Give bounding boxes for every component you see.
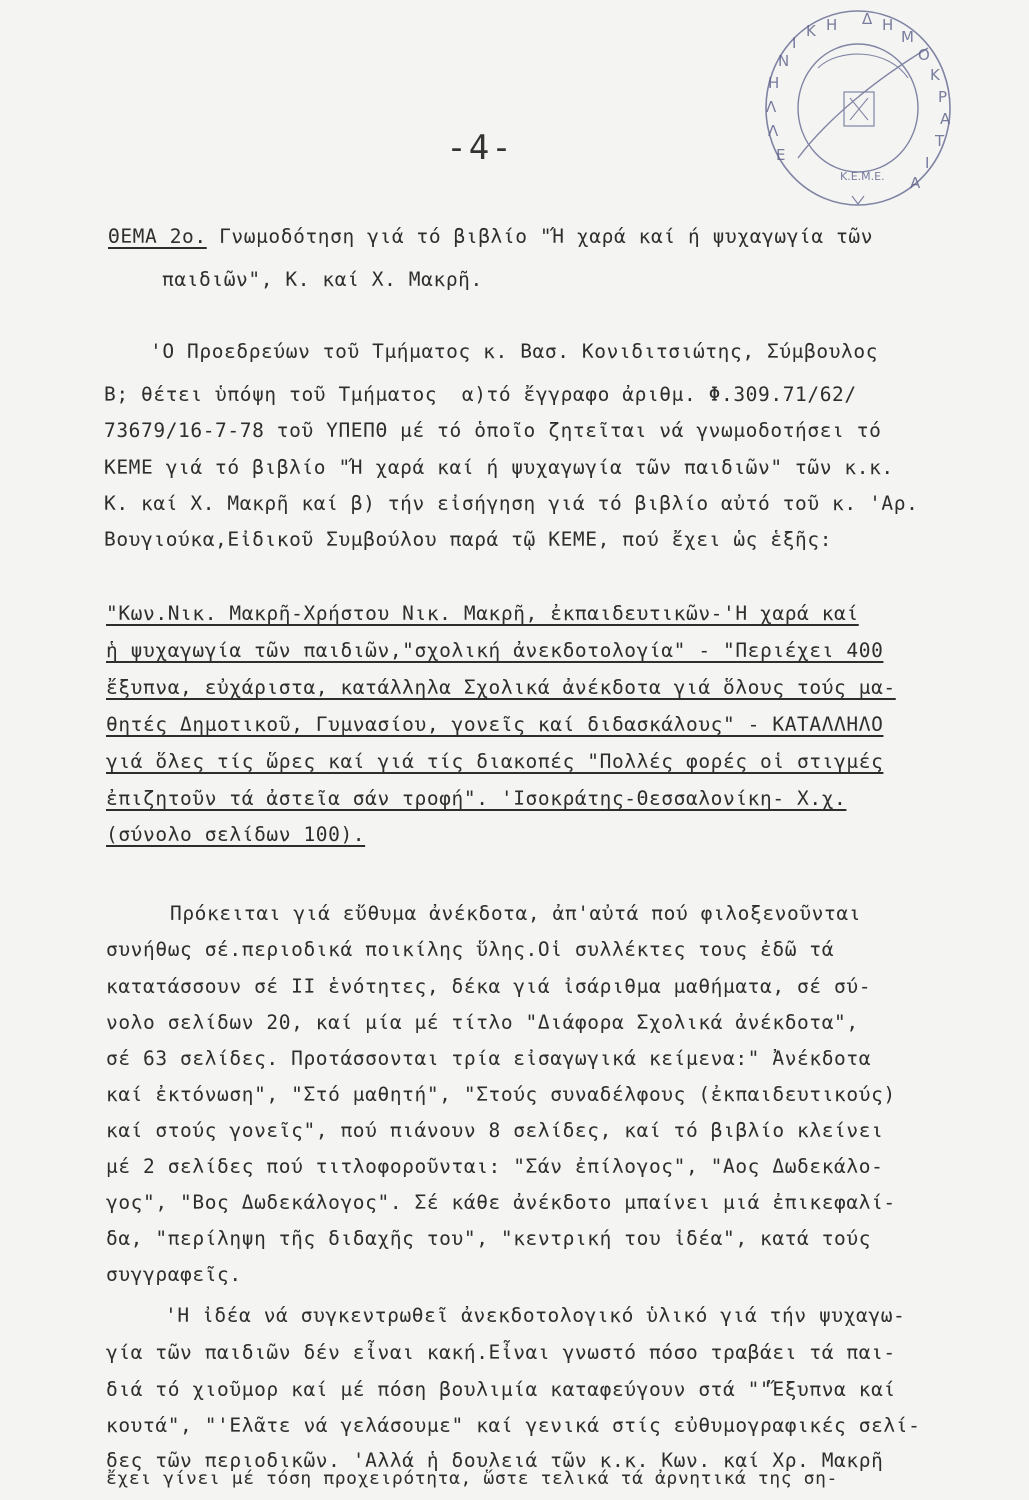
svg-text:Ο: Ο xyxy=(918,46,930,64)
quote-line: γιά ὅλες τίς ὥρες καί γιά τίς διακοπές "Πολλές φορές οἱ στιγμές xyxy=(106,750,884,773)
svg-text:Κ: Κ xyxy=(930,66,940,84)
heading-line-1 xyxy=(108,227,873,247)
paragraph-1-line: Βουγιούκα,Εἰδικοῦ Συμβούλου παρά τῷ ΚΕΜΕ, πού ἔχει ὡς ἑξῆς: xyxy=(104,528,833,551)
paragraph-2-line: συνήθως σέ.περιοδικά ποικίλης ὕλης.Οἱ συλλέκτες τους ἐδῶ τά xyxy=(106,938,835,961)
quote-line: ἐπιζητοῦν τά ἀστεῖα σάν τροφή". 'Ισοκράτης-Θεσσαλονίκη- Χ.χ. xyxy=(106,787,847,810)
page-number: -4- xyxy=(446,128,514,168)
quote-line: (σύνολο σελίδων 100). xyxy=(106,823,366,846)
paragraph-2-line: μέ 2 σελίδες πού τιτλοφοροῦνται: "Σάν ἐπίλογος", "Αος Δωδεκάλο- xyxy=(106,1155,884,1178)
paragraph-2-line: νολο σελίδων 20, καί μία μέ τίτλο "Διάφορα Σχολικά ἀνέκδοτα", xyxy=(106,1011,859,1034)
paragraph-3-line: ἔχει γίνει μέ τόση προχειρότητα, ὥστε τελικά τά ἀρνητικά της ση- xyxy=(106,1468,838,1489)
paragraph-1-line: 'Ο Προεδρεύων τοῦ Τμήματος κ. Βασ. Κονιδιτσιώτης, Σύμβουλος xyxy=(150,340,879,363)
svg-text:Τ: Τ xyxy=(935,132,945,150)
svg-text:Η: Η xyxy=(882,16,894,34)
quote-line: ἡ ψυχαγωγία τῶν παιδιῶν,"σχολική ἀνεκδοτολογία" - "Περιέχει 400 xyxy=(106,639,884,662)
paragraph-3-line: 'Η ἰδέα νά συγκεντρωθεῖ ἀνεκδοτολογικό ὑλικό γιά τήν ψυχαγω- xyxy=(165,1304,906,1327)
paragraph-1-line: 73679/16-7-78 τοῦ ΥΠΕΠΘ μέ τό ὁποῖο ζητεῖται νά γνωμοδοτήσει τό xyxy=(104,419,882,442)
svg-text:Κ.Ε.Μ.Ε.: Κ.Ε.Μ.Ε. xyxy=(840,170,885,183)
heading-line-2: παιδιῶν", Κ. καί Χ. Μακρῆ. xyxy=(162,268,483,291)
svg-text:Λ: Λ xyxy=(766,98,777,116)
paragraph-2-line: σέ 63 σελίδες. Προτάσσονται τρία εἰσαγωγικά κείμενα:" Ἀνέκδοτα xyxy=(106,1047,872,1070)
svg-text:Ρ: Ρ xyxy=(938,88,948,106)
svg-text:Η: Η xyxy=(826,16,838,34)
svg-text:Λ: Λ xyxy=(768,122,779,140)
svg-text:Η: Η xyxy=(768,74,780,92)
svg-text:Α: Α xyxy=(940,110,951,128)
svg-text:Α: Α xyxy=(910,174,921,192)
paragraph-2-line: καί ἐκτόνωση", "Στό μαθητή", "Στούς συναδέλφους (ἐκπαιδευτικούς) xyxy=(106,1083,896,1106)
svg-text:Κ: Κ xyxy=(806,22,816,40)
heading-text: Γνωμοδότηση γιά τό βιβλίο "Ή χαρά καί ή ψυχαγωγία τῶν xyxy=(206,225,874,248)
quote-line: ἔξυπνα, εὐχάριστα, κατάλληλα Σχολικά ἀνέκδοτα γιά ὅλους τούς μα- xyxy=(106,676,896,699)
paragraph-2-line: συγγραφεῖς. xyxy=(106,1263,242,1286)
paragraph-2-line: κατατάσσουν σέ ΙΙ ἑνότητες, δέκα γιά ἰσάριθμα μαθήματα, σέ σύ- xyxy=(106,975,872,998)
paragraph-3-line: διά τό χιοῦμορ καί μέ πόση βουλιμία καταφεύγουν στά ""Ἔξυπνα καί xyxy=(106,1378,896,1401)
paragraph-2-line: καί στούς γονεῖς", πού πιάνουν 8 σελίδες, καί τό βιβλίο κλείνει xyxy=(106,1119,884,1142)
paragraph-1-line: Κ. καί Χ. Μακρῆ καί β) τήν εἰσήγηση γιά τό βιβλίο αὐτό τοῦ κ. 'Αρ. xyxy=(104,492,919,515)
official-seal xyxy=(758,8,958,218)
paragraph-2-line: δα, "περίληψη τῆς διδαχῆς του", "κεντρική του ἰδέα", κατά τούς xyxy=(106,1227,872,1250)
paragraph-2-line: γος", "Βος Δωδεκάλογος". Σέ κάθε ἀνέκδοτο μπαίνει μιά ἐπικεφαλί- xyxy=(106,1191,896,1214)
svg-text:Ι: Ι xyxy=(792,34,797,52)
paragraph-3-line: γία τῶν παιδιῶν δέν εἶναι κακή.Εἶναι γνωστό πόσο τραβάει τά παι- xyxy=(106,1341,896,1364)
svg-text:Ν: Ν xyxy=(778,52,790,70)
quote-line: θητές Δημοτικοῦ, Γυμνασίου, γονεῖς καί διδασκάλους" - ΚΑΤΑΛΛΗΛΟ xyxy=(106,713,884,736)
quote-line: "Κων.Νικ. Μακρῆ-Χρήστου Νικ. Μακρῆ, ἐκπαιδευτικῶν-'Η χαρά καί xyxy=(106,602,859,625)
paragraph-2-line: Πρόκειται γιά εὔθυμα ἀνέκδοτα, ἀπ'αὐτά πού φιλοξενοῦνται xyxy=(170,902,862,925)
paragraph-3-line: κουτά", "'Ελᾶτε νά γελάσουμε" καί γενικά στίς εὐθυμογραφικές σελί- xyxy=(106,1414,921,1437)
paragraph-3-line: δες τῶν περιοδικῶν. 'Αλλά ἡ δουλειά τῶν κ.κ. Κων. καί Χρ. Μακρῆ xyxy=(106,1449,884,1472)
svg-text:Ε: Ε xyxy=(776,146,786,164)
paragraph-1-line: Β; θέτει ὑπόψη τοῦ Τμήματος α)τό ἔγγραφο ἀριθμ. Φ.309.71/62/ xyxy=(104,383,857,406)
paragraph-1-line: ΚΕΜΕ γιά τό βιβλίο "Ή χαρά καί ή ψυχαγωγία τῶν παιδιῶν" τῶν κ.κ. xyxy=(104,456,894,479)
heading-label: ΘΕΜΑ 2ο. xyxy=(108,225,207,248)
svg-text:Ι: Ι xyxy=(925,154,930,172)
svg-text:Μ: Μ xyxy=(901,28,914,46)
svg-text:Δ: Δ xyxy=(862,10,873,28)
